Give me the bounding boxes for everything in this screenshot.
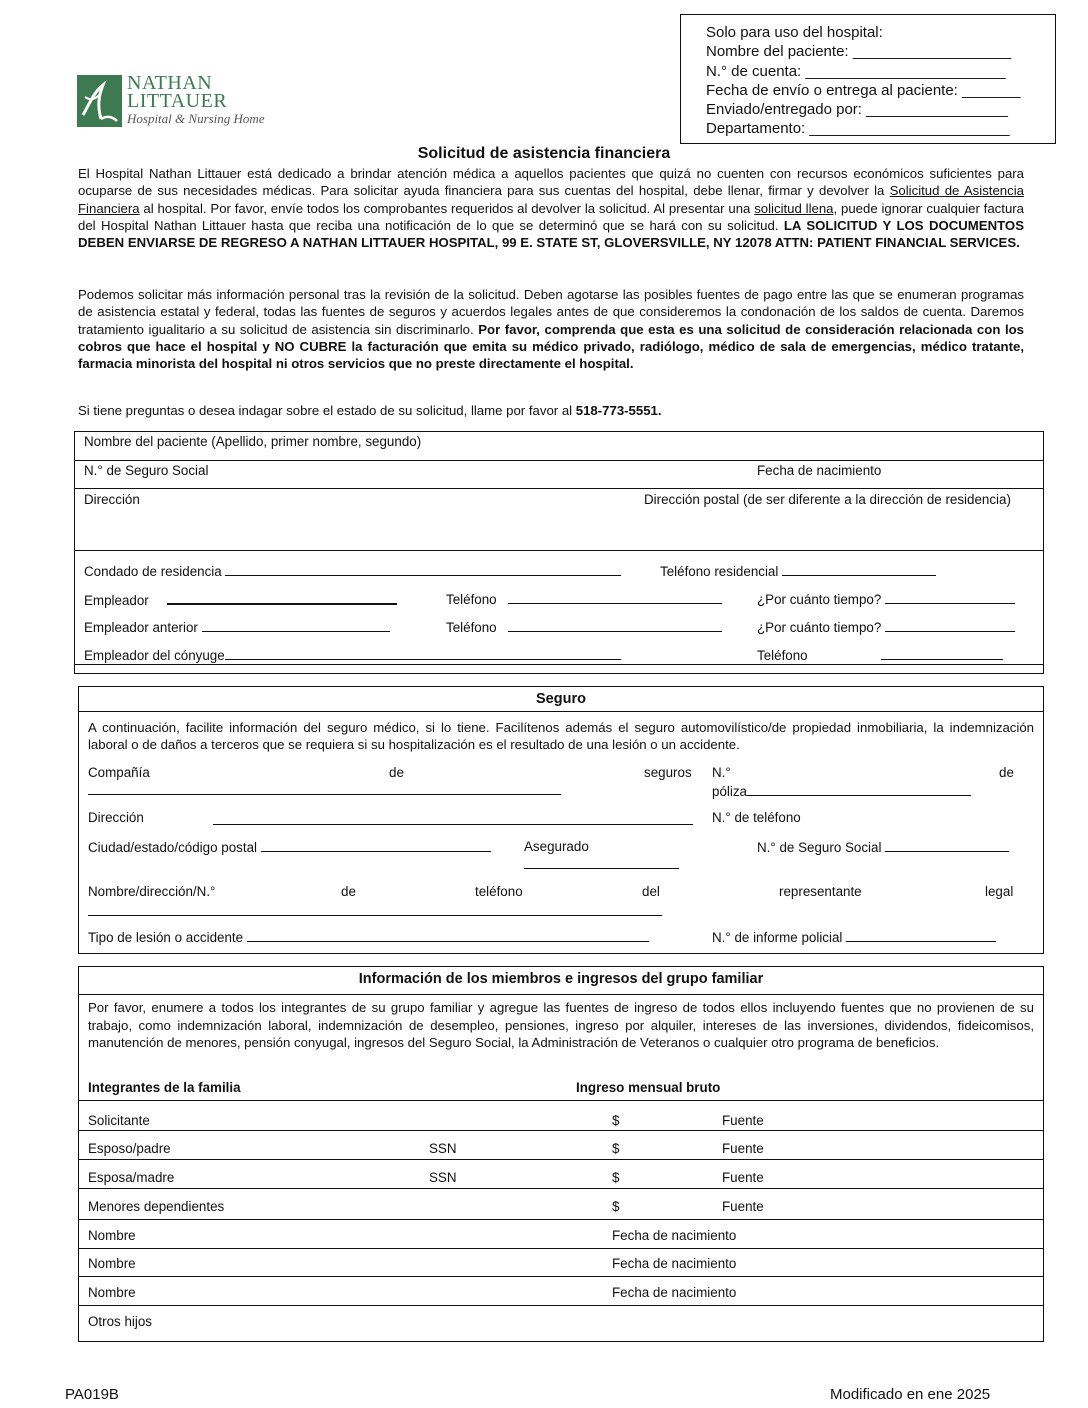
applicant-source-field[interactable]: Fuente: [722, 1113, 764, 1128]
legal-rep-label-de: de: [341, 884, 356, 899]
dependents-source-field[interactable]: Fuente: [722, 1199, 764, 1214]
logo-name: NATHAN LITTAUER: [127, 72, 228, 112]
employer-phone-field[interactable]: Teléfono: [446, 591, 722, 608]
husband-source-field[interactable]: Fuente: [722, 1141, 764, 1156]
insurance-city-field[interactable]: Ciudad/estado/código postal: [88, 839, 491, 856]
prev-employer-duration-field[interactable]: ¿Por cuánto tiempo?: [757, 619, 1015, 636]
legal-rep-label-representante: representante: [779, 884, 862, 899]
intro-paragraph: El Hospital Nathan Littauer está dedicado a brindar atención médica a aquellos pacientes que quizá no cuenten con recursos económicos suficientes para ocuparse de sus necesidades médicas. Para solicitar ayuda financiera para sus cuentas del hospital, debe llenar, firmar y devolver la Solicitud de Asistencia Financiera al hospital. Por favor, envíe todos los comprobantes requeridos al devolver la solicitud. Al presentar una solicitud llena, puede ignorar cualquier factura del Hospital Nathan Littauer hasta que reciba una notificación de lo que se determinó que se hará con su solicitud. LA SOLICITUD Y LOS DOCUMENTOS DEBEN ENVIARSE DE REGRESO A NATHAN LITTAUER HOSPITAL, 99 E. STATE ST, GLOVERSVILLE, NY 12078 ATTN: PATIENT FINANCIAL SERVICES.: [78, 166, 1024, 251]
wife-row-label: Esposa/madre: [88, 1170, 175, 1185]
dob-label: Fecha de nacimiento: [757, 463, 882, 478]
sent-by-field[interactable]: Enviado/entregado por: _________________: [706, 101, 1008, 119]
ssn-label: N.° de Seguro Social: [84, 463, 209, 478]
child-dob-field[interactable]: Fecha de nacimiento: [612, 1285, 737, 1300]
employer-field[interactable]: Empleador: [84, 591, 397, 609]
logo-mark-icon: [77, 75, 122, 127]
wife-source-field[interactable]: Fuente: [722, 1170, 764, 1185]
insurance-address-line[interactable]: [213, 824, 693, 825]
legal-rep-label-del: del: [642, 884, 660, 899]
policy-label: N.°: [712, 765, 731, 780]
hospital-use-heading: Solo para uso del hospital:: [706, 24, 883, 41]
household-intro: Por favor, enumere a todos los integrantes de su grupo familiar y agregue las fuentes de ingreso de todos ellos incluyendo fuentes que no provienen de su trabajo, como indemnización laboral, indemnización de desempleo, pensiones, ingreso por alquiler, intereses de las inversiones, dividendos, fideicomisos, manutención de menores, pensión conyugal, ingresos del Seguro Social, la Administración de Veteranos o cualquier otro programa de beneficios.: [88, 1000, 1034, 1050]
info-paragraph: Podemos solicitar más información personal tras la revisión de la solicitud. Deben agotarse las posibles fuentes de pago entre las que se enumeran programas de asistencia estatal y federal, todas las fuentes de seguros y acuerdos legales antes de que consideremos la condonación de los saldos de cuenta. Daremos tratamiento igualitario a su solicitud de asistencia sin discriminarlo. Por favor, comprenda que esta es una solicitud de consideración relacionada con los cobros que hace el hospital y NO CUBRE la facturación que emita su médico privado, radiólogo, médico de sala de emergencias, médico tratante, farmacia minorista del hospital ni otros servicios que no preste directamente el hospital.: [78, 287, 1024, 372]
prev-employer-field[interactable]: Empleador anterior: [84, 619, 390, 636]
insured-label: Asegurado: [524, 839, 589, 854]
home-phone-field[interactable]: Teléfono residencial: [660, 563, 936, 580]
legal-rep-label-legal: legal: [985, 884, 1014, 899]
prev-employer-phone-field[interactable]: Teléfono: [446, 619, 722, 636]
form-title: Solicitud de asistencia financiera: [417, 145, 671, 162]
department-field[interactable]: Departamento: ________________________: [706, 120, 1010, 138]
insurance-company-line[interactable]: [88, 794, 561, 795]
insured-ssn-field[interactable]: N.° de Seguro Social: [757, 839, 1009, 856]
policy-label-de: de: [999, 765, 1014, 780]
patient-name-field[interactable]: Nombre del paciente: ___________________: [706, 43, 1012, 61]
insurance-section: [78, 686, 1044, 954]
wife-income-field[interactable]: $: [612, 1170, 620, 1185]
insurance-intro: A continuación, facilite información del seguro médico, si lo tiene. Facilítenos además el seguro automovilístico/de propiedad inmobiliaria, la indemnización laboral o de daños a terceros que se requiera si su hospitalización es el resultado de una lesión o un accidente.: [88, 720, 1034, 752]
policy-field[interactable]: póliza: [712, 783, 971, 800]
child-name-field[interactable]: Nombre: [88, 1228, 136, 1243]
insurance-header: Seguro: [536, 691, 586, 707]
account-number-field[interactable]: N.° de cuenta: ________________________: [706, 62, 1006, 80]
household-header: Información de los miembros e ingresos del grupo familiar: [358, 971, 764, 987]
legal-rep-label-telefono: teléfono: [475, 884, 523, 899]
applicant-income-field[interactable]: $: [612, 1113, 620, 1128]
injury-type-field[interactable]: Tipo de lesión o accidente: [88, 929, 649, 946]
child-dob-field[interactable]: Fecha de nacimiento: [612, 1256, 737, 1271]
insurance-address-label: Dirección: [88, 810, 144, 825]
contact-paragraph: Si tiene preguntas o desea indagar sobre el estado de su solicitud, llame por favor al 518-773-5551.: [78, 403, 662, 418]
hospital-use-box: [680, 14, 1056, 144]
patient-info-section: [74, 431, 1044, 674]
modified-date: Modificado en ene 2025: [830, 1386, 991, 1403]
members-column-header: Integrantes de la familia: [88, 1080, 241, 1095]
husband-row-label: Esposo/padre: [88, 1141, 171, 1156]
insurance-company-label: Compañía: [88, 765, 150, 780]
county-field[interactable]: Condado de residencia: [84, 563, 621, 580]
dependents-row-label: Menores dependientes: [88, 1199, 225, 1214]
child-name-field[interactable]: Nombre: [88, 1256, 136, 1271]
address-label: Dirección: [84, 492, 140, 507]
patient-name-label: Nombre del paciente (Apellido, primer nombre, segundo): [84, 434, 422, 449]
sent-date-field[interactable]: Fecha de envío o entrega al paciente: _______: [706, 81, 1021, 99]
legal-rep-label: Nombre/dirección/N.°: [88, 884, 216, 899]
husband-ssn-field[interactable]: SSN: [429, 1141, 457, 1156]
husband-income-field[interactable]: $: [612, 1141, 620, 1156]
insured-line[interactable]: [524, 868, 679, 869]
income-column-header: Ingreso mensual bruto: [576, 1080, 721, 1095]
insurance-phone-label: N.° de teléfono: [712, 810, 801, 825]
other-children-field[interactable]: Otros hijos: [88, 1314, 152, 1329]
legal-rep-line[interactable]: [88, 915, 662, 916]
form-code: PA019B: [65, 1386, 119, 1403]
mailing-address-label: Dirección postal (de ser diferente a la dirección de residencia): [644, 492, 1011, 507]
logo-tagline: Hospital & Nursing Home: [127, 111, 265, 126]
insurance-company-label-seguros: seguros: [644, 765, 692, 780]
wife-ssn-field[interactable]: SSN: [429, 1170, 457, 1185]
dependents-income-field[interactable]: $: [612, 1199, 620, 1214]
spouse-employer-field[interactable]: Empleador del cónyuge: [84, 647, 621, 664]
police-report-field[interactable]: N.° de informe policial: [712, 929, 996, 946]
employer-duration-field[interactable]: ¿Por cuánto tiempo?: [757, 591, 1015, 608]
child-dob-field[interactable]: Fecha de nacimiento: [612, 1228, 737, 1243]
household-section: [78, 966, 1044, 1342]
child-name-field[interactable]: Nombre: [88, 1285, 136, 1300]
insurance-company-label-de: de: [389, 765, 404, 780]
spouse-phone-field[interactable]: Teléfono: [757, 647, 1003, 664]
applicant-row-label: Solicitante: [88, 1113, 150, 1128]
